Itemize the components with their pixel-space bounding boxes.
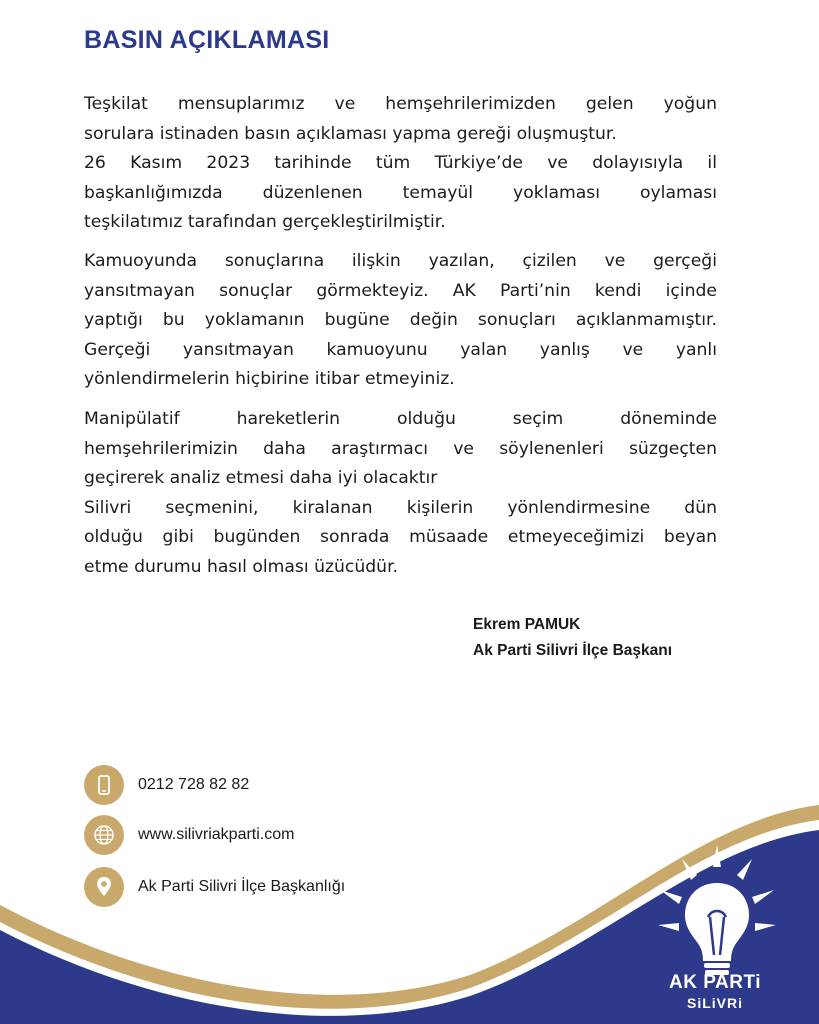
paragraph-line: yaptığı bu yoklamanın bugüne değin sonuçları açıklanmamıştır. [84, 310, 717, 330]
paragraph-line: Teşkilat mensuplarımız ve hemşehrilerimizden gelen yoğun [84, 94, 717, 114]
contact-address [84, 867, 345, 907]
paragraph-line: teşkilatımız tarafından gerçekleştirilmiştir. [84, 212, 446, 232]
paragraph-line: yansıtmayan sonuçlar görmekteyiz. AK Parti’nin kendi içinde [84, 280, 717, 301]
signature-name: Ekrem PAMUK [473, 616, 581, 633]
phone-icon [84, 765, 124, 805]
paragraph-line: etme durumu hasıl olması üzücüdür. [84, 556, 399, 577]
phone-number[interactable]: 0212 728 82 82 [138, 776, 250, 793]
address-text: Ak Parti Silivri İlçe Başkanlığı [138, 878, 346, 895]
paragraph-line: Manipülatif hareketlerin olduğu seçim döneminde [84, 409, 717, 429]
paragraph-line: Kamuoyunda sonuçlarına ilişkin yazılan, çizilen ve gerçeği [84, 251, 717, 271]
logo-text: AK PARTi [669, 972, 761, 993]
paragraph-line: olduğu gibi bugünden sonrada müsaade etmeyeceğimizi beyan [84, 527, 717, 547]
globe-icon [84, 815, 124, 855]
paragraph-line: 26 Kasım 2023 tarihinde tüm Türkiye’de ve dolayısıyla il [84, 153, 717, 173]
signature-title: Ak Parti Silivri İlçe Başkanı [473, 642, 673, 659]
paragraph-line: yönlendirmelerin hiçbirine itibar etmeyiniz. [84, 369, 455, 389]
paragraph-line: Silivri seçmenini, kiralanan kişilerin yönlendirmesine dün [84, 497, 717, 518]
website-link[interactable]: www.silivriakparti.com [138, 826, 295, 843]
paragraph-line: sorulara istinaden basın açıklaması yapma gereği oluşmuştur. [84, 123, 617, 144]
logo-subtext: SiLiVRi [686, 995, 743, 1011]
paragraph-line: geçirerek analiz etmesi daha iyi olacaktır [84, 468, 438, 488]
contact-website [84, 815, 294, 855]
paragraph-line: Gerçeği yansıtmayan kamuoyunu yalan yanlış ve yanlı [84, 339, 717, 360]
paragraph-line: hemşehrilerimizin daha araştırmacı ve söylenenleri süzgeçten [84, 438, 717, 459]
contact-phone [84, 765, 249, 805]
location-pin-icon [84, 867, 124, 907]
paragraph-line: başkanlığımızda düzenlenen temayül yoklaması oylaması [84, 182, 717, 203]
page-title: BASIN AÇIKLAMASI [84, 26, 330, 54]
